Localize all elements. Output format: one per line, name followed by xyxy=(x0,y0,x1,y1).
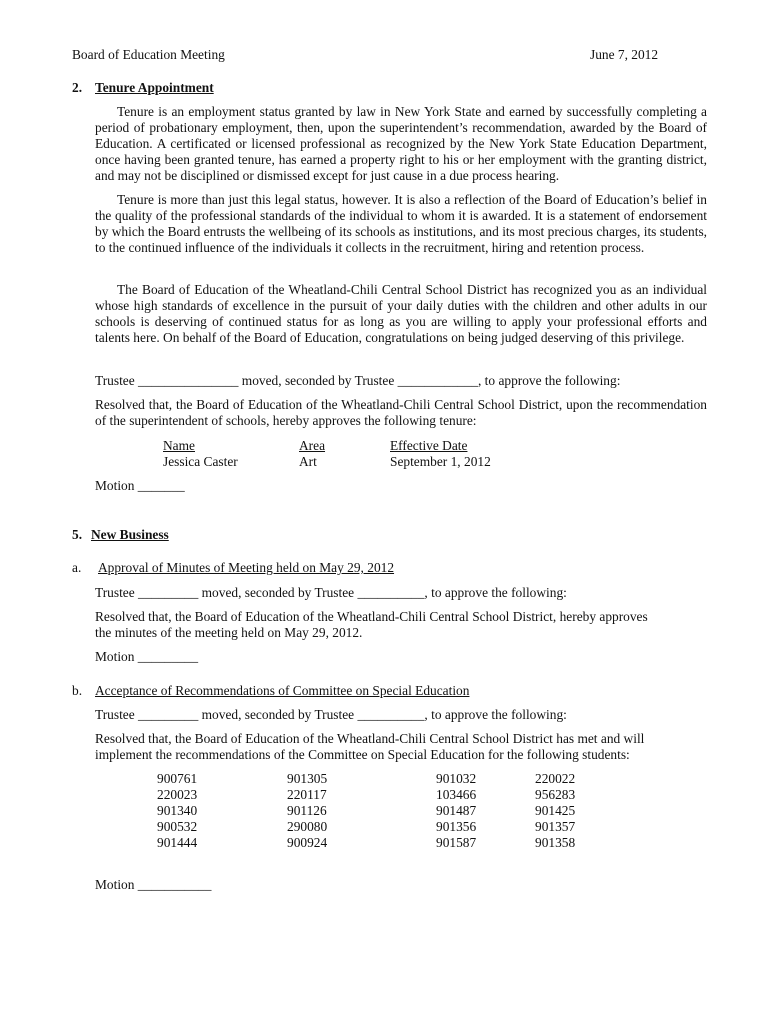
student-id: 901487 xyxy=(436,803,477,818)
tenure-paragraph-1: Tenure is an employment status granted by law in New York State and earned by successfully completing a period of probationary employment, then, upon the superintendent’s recommendation, awarded by the Board of Education. A certificated or licensed professional as recognized by the New York State Education Department, once having been granted tenure, has earned a property right to his or her employment with the granting district, and may not be disciplined or dismissed except for just cause in a due process hearing. xyxy=(95,104,707,183)
item-a-motion: Motion _________ xyxy=(95,649,199,664)
item-a-title: Approval of Minutes of Meeting held on May 29, 2012 xyxy=(98,560,395,575)
section-5-title: New Business xyxy=(91,527,169,542)
tenure-paragraph-2: Tenure is more than just this legal status, however. It is also a reflection of the Board of Education’s belief in the quality of the professional standards of the individual to whom it is awarded. It is a statement of endorsement by which the Board entrusts the wellbeing of its schools as institutions, and its most precious charges, its students, to the continued influence of the individuals it collects in the recruitment, hiring and retention process. xyxy=(95,192,707,255)
item-b-trustee-line: Trustee _________ moved, seconded by Trustee __________, to approve the following: xyxy=(95,707,567,722)
student-id: 900924 xyxy=(287,835,328,850)
student-id: 103466 xyxy=(436,787,477,802)
item-a-resolved-line-1: Resolved that, the Board of Education of the Wheatland-Chili Central School District, hereby approves xyxy=(95,609,648,624)
tenure-effective-date: September 1, 2012 xyxy=(390,454,491,469)
tenure-trustee-line: Trustee _______________ moved, seconded by Trustee ____________, to approve the following: xyxy=(95,373,621,388)
student-id: 290080 xyxy=(287,819,328,834)
student-id: 901032 xyxy=(436,771,477,786)
section-5-number: 5. xyxy=(72,527,83,542)
tenure-paragraph-3: The Board of Education of the Wheatland-Chili Central School District has recognized you as an individual whose high standards of excellence in the pursuit of your daily duties with the children and other adults in our schools is deserving of continued status for as long as you are willing to apply your professional efforts and talents here. On behalf of the Board of Education, congratulations on being judged deserving of this privilege. xyxy=(95,282,707,345)
student-id: 956283 xyxy=(535,787,576,802)
header-left: Board of Education Meeting xyxy=(72,47,225,62)
tenure-name: Jessica Caster xyxy=(163,454,238,469)
tenure-col-name-header: Name xyxy=(163,438,195,453)
student-id: 901425 xyxy=(535,803,576,818)
student-id: 901587 xyxy=(436,835,477,850)
student-id: 901357 xyxy=(535,819,576,834)
student-id: 900761 xyxy=(157,771,198,786)
student-id: 901358 xyxy=(535,835,576,850)
item-a-trustee-line: Trustee _________ moved, seconded by Trustee __________, to approve the following: xyxy=(95,585,567,600)
student-id: 901126 xyxy=(287,803,327,818)
student-id: 220117 xyxy=(287,787,327,802)
student-id-column-1 xyxy=(157,771,197,851)
item-b-letter: b. xyxy=(72,683,83,698)
tenure-motion: Motion _______ xyxy=(95,478,185,493)
student-id: 220023 xyxy=(157,787,198,802)
tenure-area: Art xyxy=(299,454,317,469)
student-id: 900532 xyxy=(157,819,198,834)
section-2-title: Tenure Appointment xyxy=(95,80,214,95)
tenure-col-date-header: Effective Date xyxy=(390,438,468,453)
student-id: 901356 xyxy=(436,819,477,834)
student-id: 901340 xyxy=(157,803,198,818)
student-id-column-4 xyxy=(535,771,575,851)
section-2-number: 2. xyxy=(72,80,83,95)
student-id-column-2 xyxy=(287,771,327,851)
item-b-resolved-line-2: implement the recommendations of the Committee on Special Education for the following students: xyxy=(95,747,630,762)
header-date: June 7, 2012 xyxy=(590,47,659,62)
item-b-title: Acceptance of Recommendations of Committee on Special Education xyxy=(95,683,470,698)
item-b-resolved-line-1: Resolved that, the Board of Education of the Wheatland-Chili Central School District has met and will xyxy=(95,731,645,746)
student-id: 220022 xyxy=(535,771,576,786)
item-b-motion: Motion ___________ xyxy=(95,877,212,892)
tenure-col-area-header: Area xyxy=(299,438,326,453)
student-id-column-3 xyxy=(436,771,476,851)
student-id: 901444 xyxy=(157,835,198,850)
item-a-letter: a. xyxy=(72,560,82,575)
item-a-resolved-line-2: the minutes of the meeting held on May 29, 2012. xyxy=(95,625,363,640)
student-id: 901305 xyxy=(287,771,328,786)
tenure-resolved: Resolved that, the Board of Education of the Wheatland-Chili Central School District, upon the recommendation of the superintendent of schools, hereby approves the following tenure: xyxy=(95,397,707,428)
